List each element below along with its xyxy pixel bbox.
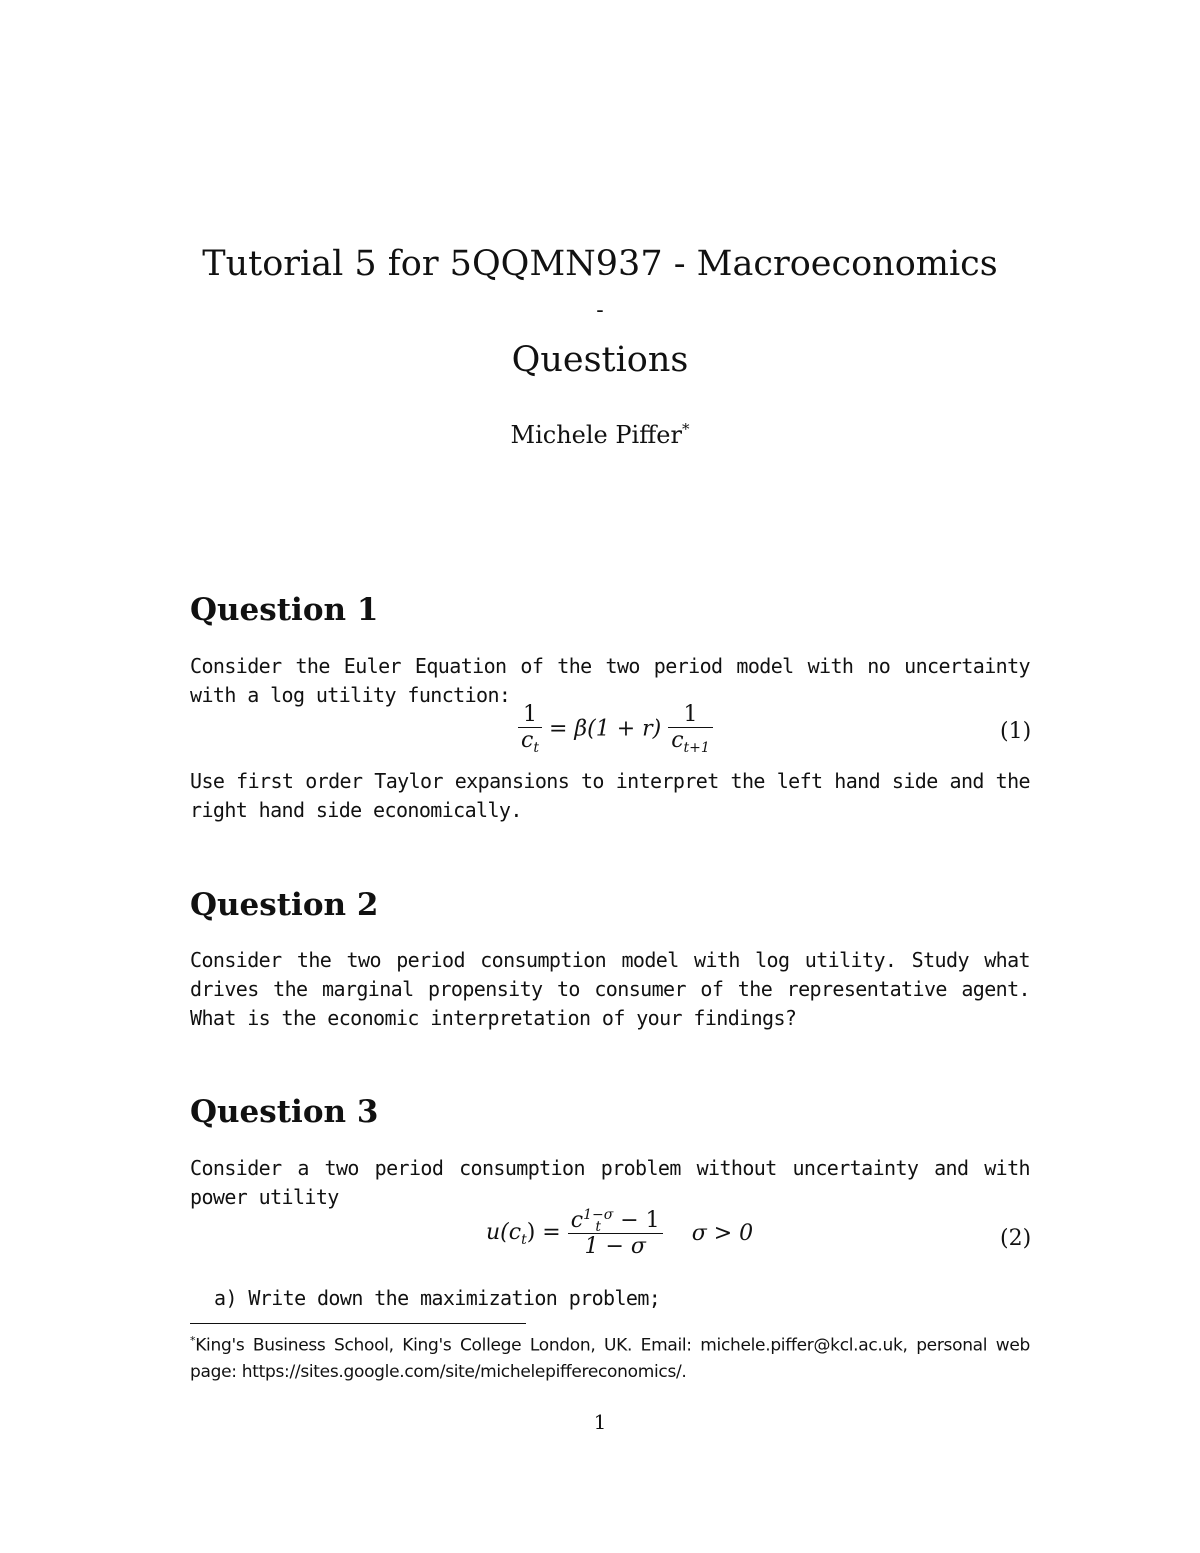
equation-2-number: (2) bbox=[1000, 1226, 1032, 1251]
equation-1-number: (1) bbox=[1000, 719, 1032, 744]
eq1-lhs-fraction bbox=[518, 702, 542, 756]
footnote-rule bbox=[190, 1323, 526, 1324]
footnote bbox=[190, 1328, 1030, 1385]
eq2-fraction bbox=[568, 1208, 663, 1259]
author-name: Michele Piffer bbox=[510, 421, 682, 449]
author-footnote-mark: * bbox=[681, 420, 690, 438]
question-2-text: Consider the two period consumption model with log utility. Study what drives the marginal propensity to consumer of the representative agent. What is the economic interpretation of your findings? bbox=[190, 948, 1030, 1030]
eq2-lhs: $u(c_t)$ = bbox=[486, 1219, 561, 1248]
author-line bbox=[0, 420, 1200, 449]
eq2-condition: σ > 0 bbox=[691, 1221, 754, 1246]
eq1-rhs-numerator: 1 bbox=[668, 702, 713, 728]
footnote-mark: * bbox=[190, 1334, 196, 1347]
eq1-rhs-denominator: $c_{t+1}$ bbox=[671, 728, 710, 756]
list-item-text: Write down the maximization problem; bbox=[248, 1286, 661, 1310]
question-1-heading: Question 1 bbox=[190, 592, 379, 628]
equation-1 bbox=[518, 702, 713, 756]
eq2-denominator: 1 − σ bbox=[584, 1234, 646, 1259]
document-title: Tutorial 5 for 5QQMN937 - Macroeconomics bbox=[202, 244, 998, 284]
list-item bbox=[214, 1284, 1014, 1313]
list-item-label: a) bbox=[214, 1286, 237, 1310]
eq1-rhs-fraction bbox=[668, 702, 713, 756]
question-3-heading: Question 3 bbox=[190, 1094, 379, 1130]
question-3-text: Consider a two period consumption problem without uncertainty and with power utility bbox=[190, 1156, 1030, 1209]
question-2-heading: Question 2 bbox=[190, 887, 379, 923]
eq2-numerator: c 1−σ t − 1 bbox=[568, 1208, 663, 1234]
title-dash: - bbox=[596, 298, 604, 323]
eq1-lhs-denominator: $c_t$ bbox=[521, 728, 539, 756]
page-number: 1 bbox=[593, 1410, 607, 1434]
eq1-lhs-numerator: 1 bbox=[518, 702, 542, 728]
question-1-text: Consider the Euler Equation of the two period model with no uncertainty with a log utility function: bbox=[190, 654, 1030, 707]
footnote-text: King's Business School, King's College London, UK. Email: michele.piffer@kcl.ac.uk, personal web page: https://sites.google.com/site/michelepiffereconomics/. bbox=[190, 1335, 1030, 1382]
question-1-followup: Use first order Taylor expansions to interpret the left hand side and the right hand side economically. bbox=[190, 769, 1030, 822]
document-subtitle: Questions bbox=[511, 340, 689, 380]
eq1-middle: = β(1 + r) bbox=[548, 716, 662, 742]
equation-2 bbox=[486, 1208, 753, 1259]
